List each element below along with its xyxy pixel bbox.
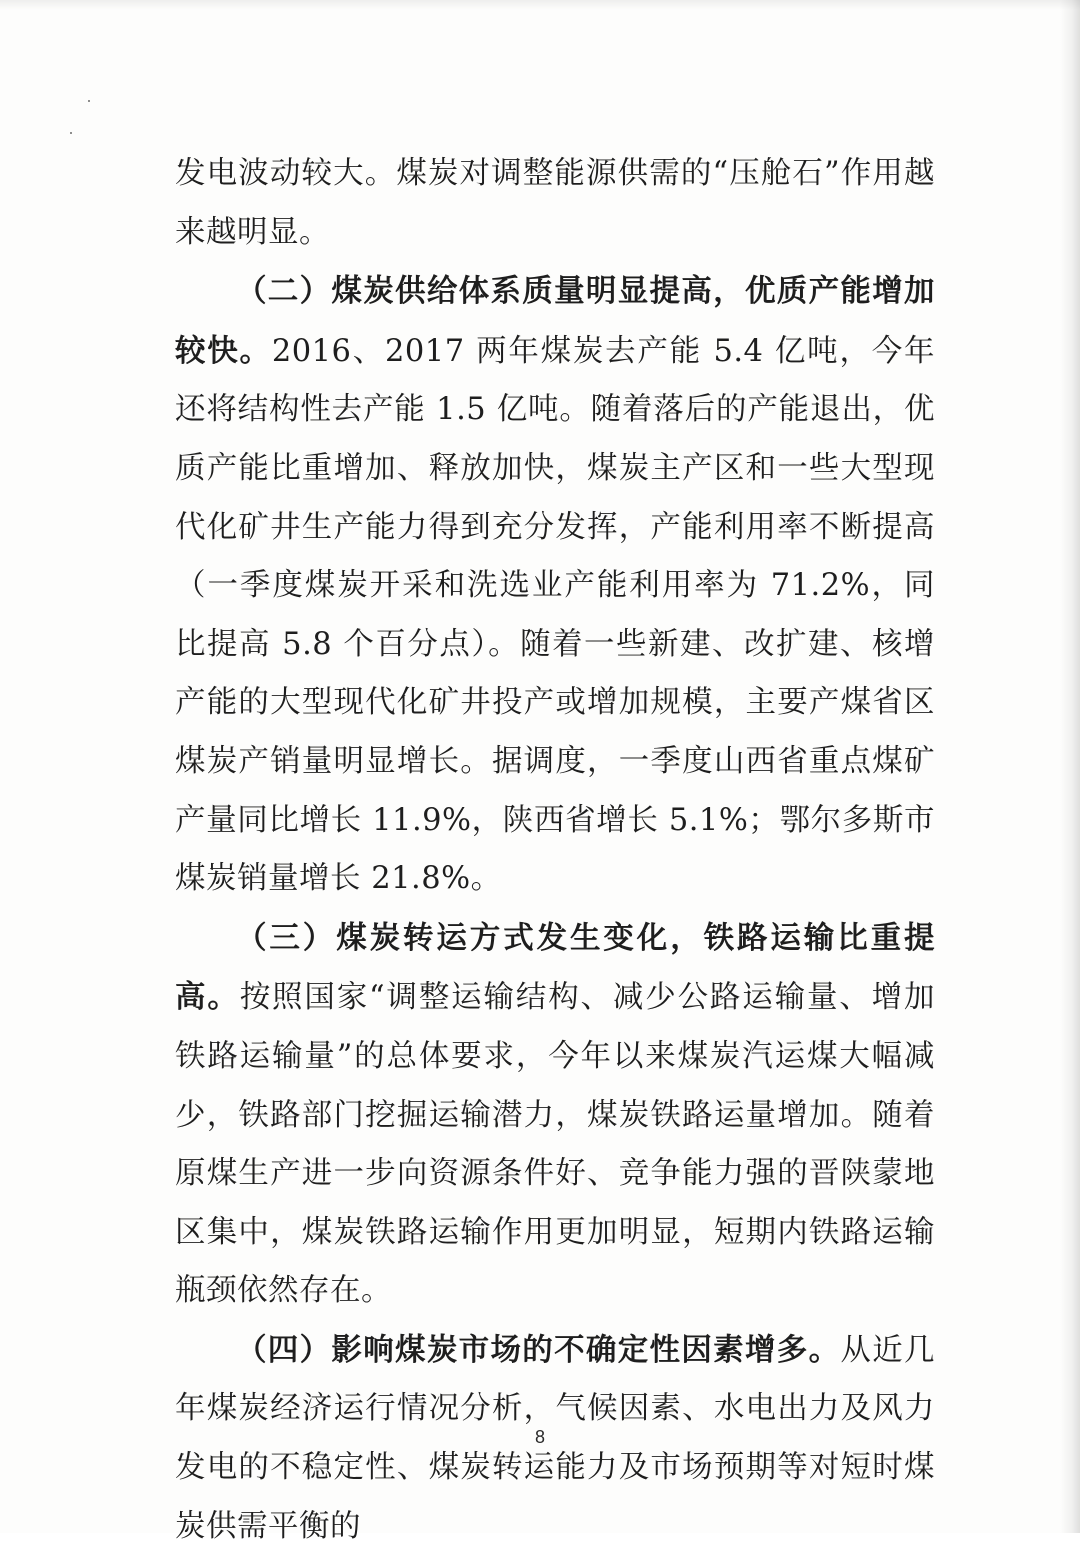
paragraph-body: 2016、2017 两年煤炭去产能 5.4 亿吨，今年还将结构性去产能 1.5 亿吨。随着落后的产能退出，优质产能比重增加、释放加快，煤炭主产区和一些大型现代化矿井生产能力得到充分发挥，产能利用率不断提高（一季度煤炭开采和洗选业产能利用率为 71.2%，同比提高 5.8 个百分点）。随着一些新建、改扩建、核增产能的大型现代化矿井投产或增加规模，主要产煤省区煤炭产销量明显增长。据调度，一季度山西省重点煤矿产量同比增长 11.9%，陕西省增长 5.1%；鄂尔多斯市煤炭销量增长 21.8%。 (175, 333, 935, 897)
scan-edge-top (0, 0, 1080, 10)
paragraph-section-2 (175, 262, 935, 909)
paragraph-body: 发电波动较大。煤炭对调整能源供需的“压舱石”作用越来越明显。 (175, 156, 935, 250)
body-text (175, 145, 935, 1556)
section-heading: （四）影响煤炭市场的不确定性因素增多。 (236, 1331, 841, 1368)
page-number: 8 (534, 1427, 545, 1447)
scan-speck (88, 100, 90, 102)
paragraph-continuation (175, 145, 935, 262)
scan-speck (70, 132, 72, 134)
paragraph-body: 从近几年煤炭经济运行情况分析，气候因素、水电出力及风力发电的不稳定性、煤炭转运能力及市场预期等对短时煤炭供需平衡的 (175, 1332, 936, 1544)
paragraph-section-3 (175, 909, 935, 1321)
section-heading: （三）煤炭转运方式发生变化，铁路运输比重提高。 (175, 919, 935, 1016)
scan-edge-right (1060, 0, 1080, 1533)
paragraph-body: 按照国家“调整运输结构、减少公路运输量、增加铁路运输量”的总体要求，今年以来煤炭汽运煤大幅减少，铁路部门挖掘运输潜力，煤炭铁路运量增加。随着原煤生产进一步向资源条件好、竞争能力强的晋陕蒙地区集中，煤炭铁路运输作用更加明显，短期内铁路运输瓶颈依然存在。 (175, 980, 935, 1309)
section-heading: （二）煤炭供给体系质量明显提高，优质产能增加较快。 (175, 273, 935, 369)
